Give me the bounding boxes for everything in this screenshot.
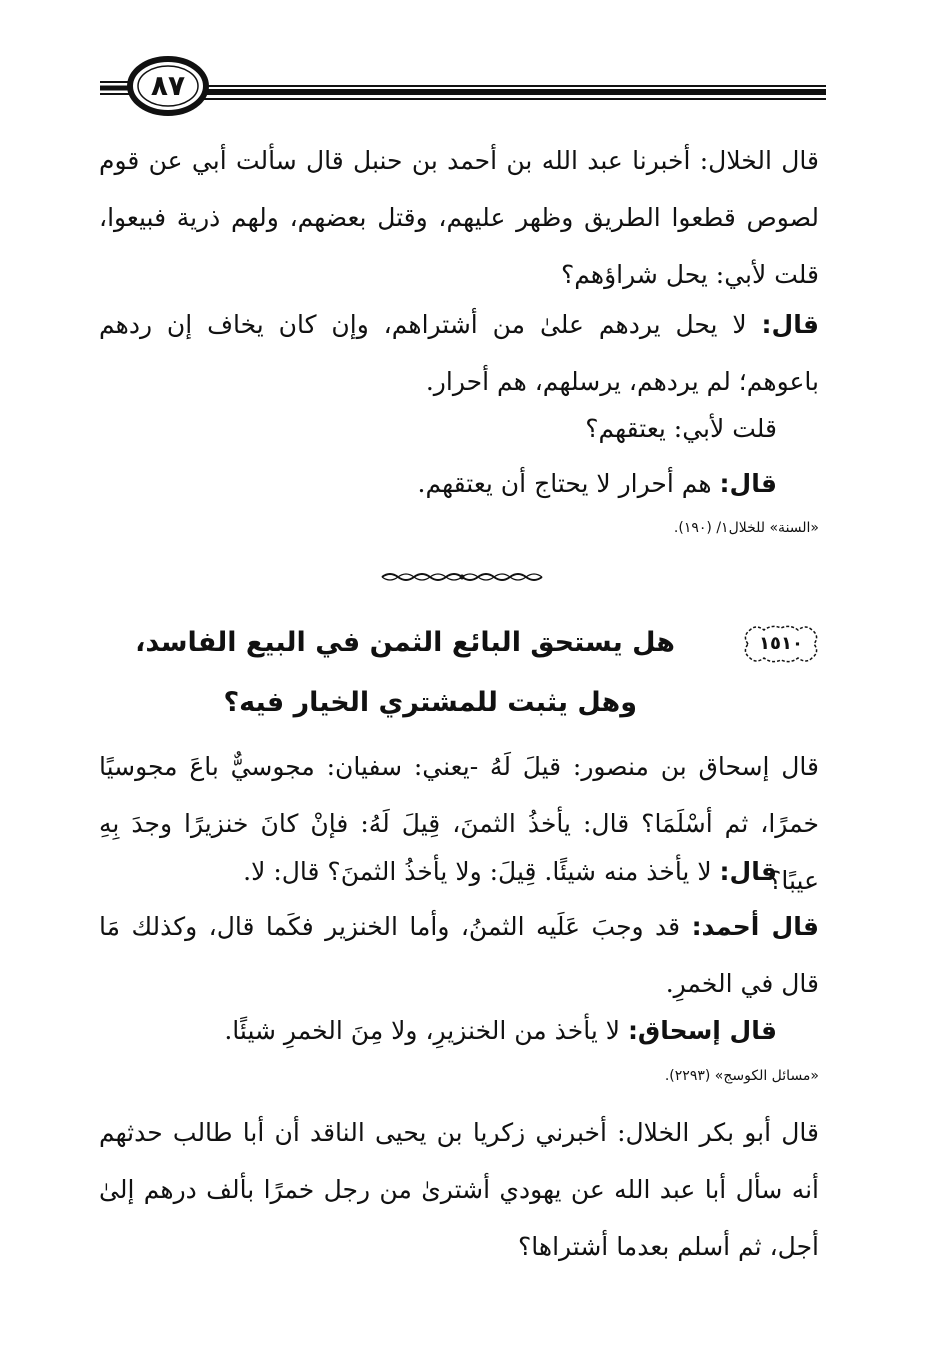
answer-text: لا يأخذ من الخنزيرِ، ولا مِنَ الخمرِ شيئًا. bbox=[224, 1016, 628, 1045]
source-citation: «السنة» للخلال١/ (١٩٠). bbox=[673, 520, 819, 536]
paragraph-answer-1 bbox=[99, 296, 819, 410]
ornament-divider bbox=[380, 570, 545, 584]
paragraph-khallal-question: قال الخلال: أخبرنا عبد الله بن أحمد بن حنبل قال سألت أبي عن قوم لصوص قطعوا الطريق وظهر عليهم، وقتل بعضهم، ولهم ذرية فبيعوا، قلت لأبي: يحل شراؤهم؟ bbox=[99, 146, 819, 289]
speaker-label: قال: bbox=[719, 857, 777, 886]
paragraph-ishaq-question: قال إسحاق بن منصور: قيلَ لَهُ -يعني: سفيان: مجوسيٌّ باعَ مجوسيًا خمرًا، ثم أسْلَمَا؟ قال: يأخذُ الثمنَ، قِيلَ لَهُ: فإنْ كانَ خنزيرًا وجدَ بِهِ عيبًا؟ bbox=[99, 752, 819, 895]
speaker-label: قال: bbox=[761, 310, 819, 339]
paragraph-question-2: قلت لأبي: يعتقهم؟ bbox=[585, 414, 777, 443]
speaker-label: قال إسحاق: bbox=[627, 1016, 777, 1045]
page-header bbox=[0, 0, 947, 140]
speaker-label: قال أحمد: bbox=[691, 912, 819, 941]
paragraph-ishaq-answer bbox=[127, 1002, 777, 1059]
paragraph-khallal-abu-talib: قال أبو بكر الخلال: أخبرني زكريا بن يحيى الناقد أن أبا طالب حدثهم أنه سأل أبا عبد الله عن يهودي أشترىٰ من رجل خمرًا بألف درهم إلىٰ أجل، ثم أسلم بعدما أشتراها؟ bbox=[99, 1118, 820, 1261]
paragraph-answer-3 bbox=[127, 843, 777, 900]
section-heading-line1: هل يستحق البائع الثمن في البيع الفاسد، bbox=[135, 627, 675, 658]
answer-text: قد وجبَ عَلَيه الثمنُ، وأما الخنزير فكَما قال، وكذلك مَا قال في الخمرِ. bbox=[99, 912, 819, 998]
answer-text: لا يحل يردهم علىٰ من أشتراهم، وإن كان يخاف إن ردهم باعوهم؛ لم يردهم، يرسلهم، هم أحرار. bbox=[99, 310, 819, 396]
section-number: ١٥١٠ bbox=[759, 633, 803, 654]
speaker-label: قال: bbox=[719, 469, 777, 498]
paragraph-answer-2 bbox=[127, 455, 777, 512]
answer-text: هم أحرار لا يحتاج أن يعتقهم. bbox=[417, 469, 720, 498]
page-number: ٨٧ bbox=[150, 69, 186, 102]
paragraph-ahmad-answer bbox=[99, 898, 819, 1012]
section-heading-line2: وهل يثبت للمشتري الخيار فيه؟ bbox=[223, 687, 637, 718]
answer-text: لا يأخذ منه شيئًا. قِيلَ: ولا يأخذُ الثمنَ؟ قال: لا. bbox=[243, 857, 720, 886]
source-citation: «مسائل الكوسج» (٢٢٩٣). bbox=[664, 1068, 819, 1084]
